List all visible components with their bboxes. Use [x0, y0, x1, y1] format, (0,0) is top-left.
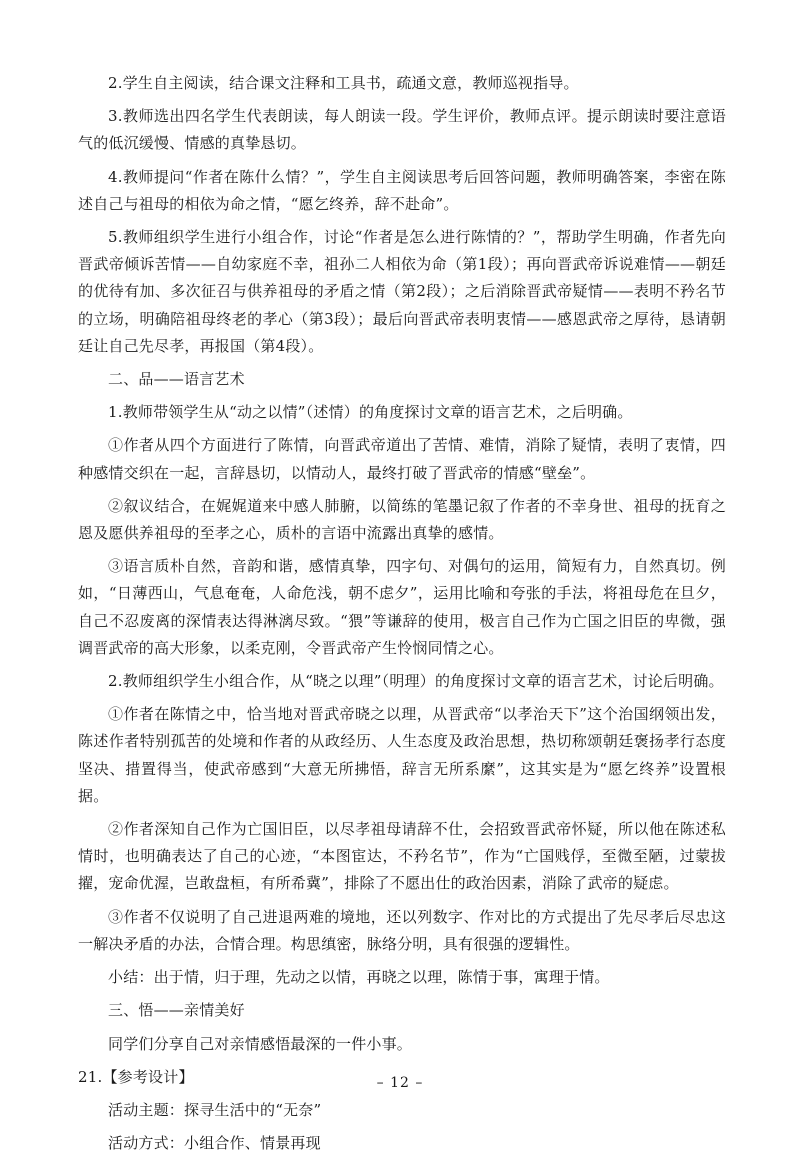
section-heading-language-art: 二、品——语言艺术 [108, 370, 245, 389]
paragraph-share: 同学们分享自己对亲情感悟最深的一件小事。 [108, 1034, 413, 1053]
paragraph-step-3: 3.教师选出四名学生代表朗读，每人朗读一段。学生评价，教师点评。提示朗读时要注意语气的低沉缓慢、情感的真挚恳切。 [78, 107, 726, 153]
paragraph-emotion-point-1: ①作者从四个方面进行了陈情，向晋武帝道出了苦情、难情，消除了疑情，表明了衷情，四种感情交织在一起，言辞恳切，以情动人，最终打破了晋武帝的情感“壁垒”。 [78, 436, 726, 482]
paragraph-reason-point-3: ③作者不仅说明了自己进退两难的境地，还以列数字、作对比的方式提出了先尽孝后尽忠这一解决矛盾的办法，合情合理。构思缜密，脉络分明，具有很强的逻辑性。 [78, 907, 726, 953]
document-body [78, 70, 726, 1163]
question-21-heading: 21.【参考设计】 [78, 1067, 194, 1086]
paragraph-summary: 小结：出于情，归于理，先动之以情，再晓之以理，陈情于事，寓理于情。 [108, 968, 610, 987]
page-number: – 12 – [376, 1075, 424, 1091]
paragraph-reason-point-1: ①作者在陈情之中，恰当地对晋武帝晓之以理，从晋武帝“以孝治天下”这个治国纲领出发，陈述作者特别孤苦的处境和作者的从政经历、人生态度及政治思想，热切称颂朝廷褒扬孝行态度坚决、措置得当，使武帝感到“大意无所拂悟，辞言无所系縻”，这其实是为“愿乞终养”设置根据。 [78, 705, 726, 805]
paragraph-activity-method: 活动方式：小组合作、情景再现 [108, 1134, 321, 1153]
paragraph-reason-intro: 2.教师组织学生小组合作，从“晓之以理”（明理）的角度探讨文章的语言艺术，讨论后明确。 [108, 672, 724, 691]
paragraph-emotion-intro: 1.教师带领学生从“动之以情”（述情）的角度探讨文章的语言艺术，之后明确。 [108, 403, 633, 422]
paragraph-step-2: 2.学生自主阅读，结合课文注释和工具书，疏通文意，教师巡视指导。 [108, 74, 579, 92]
paragraph-reason-point-2: ②作者深知自己作为亡国旧臣，以尽孝祖母请辞不仕，会招致晋武帝怀疑，所以他在陈述私情时，也明确表达了自己的心迹，“本图宦达，不矜名节”，作为“亡国贱俘，至微至陋，过蒙拔擢，宠命优渥，岂敢盘桓，有所希冀”，排除了不愿出仕的政治因素，消除了武帝的疑虑。 [78, 820, 726, 893]
paragraph-emotion-point-2: ②叙议结合，在娓娓道来中感人肺腑，以简练的笔墨记叙了作者的不幸身世、祖母的抚育之恩及愿供养祖母的至孝之心，质朴的言语中流露出真挚的感情。 [78, 496, 726, 543]
paragraph-step-4: 4.教师提问“作者在陈什么情？”，学生自主阅读思考后回答问题，教师明确答案，李密在陈述自己与祖母的相依为命之情，“愿乞终养，辞不赴命”。 [78, 167, 726, 213]
section-heading-family-love: 三、悟——亲情美好 [108, 1001, 245, 1020]
paragraph-activity-theme: 活动主题：探寻生活中的“无奈” [108, 1100, 322, 1119]
paragraph-step-5: 5.教师组织学生进行小组合作，讨论“作者是怎么进行陈情的？”，帮助学生明确，作者先向晋武帝倾诉苦情——自幼家庭不幸，祖孙二人相依为命（第1段）；再向晋武帝诉说难情——朝廷的优待有加、多次征召与供养祖母的矛盾之情（第2段）；之后消除晋武帝疑情——表明不矜名节的立场，明确陪祖母终老的孝心（第3段）；最后向晋武帝表明衷情——感恩武帝之厚待，恳请朝廷让自己先尽孝，再报国（第4段）。 [78, 228, 726, 355]
paragraph-emotion-point-3: ③语言质朴自然，音韵和谐，感情真挚，四字句、对偶句的运用，简短有力，自然真切。例如，“日薄西山，气息奄奄，人命危浅，朝不虑夕”，运用比喻和夸张的手法，将祖母危在旦夕，自己不忍废离的深情表达得淋漓尽致。“猥”等谦辞的使用，极言自己作为亡国之旧臣的卑微，强调晋武帝的高大形象，以柔克刚，令晋武帝产生怜悯同情之心。 [78, 557, 726, 657]
